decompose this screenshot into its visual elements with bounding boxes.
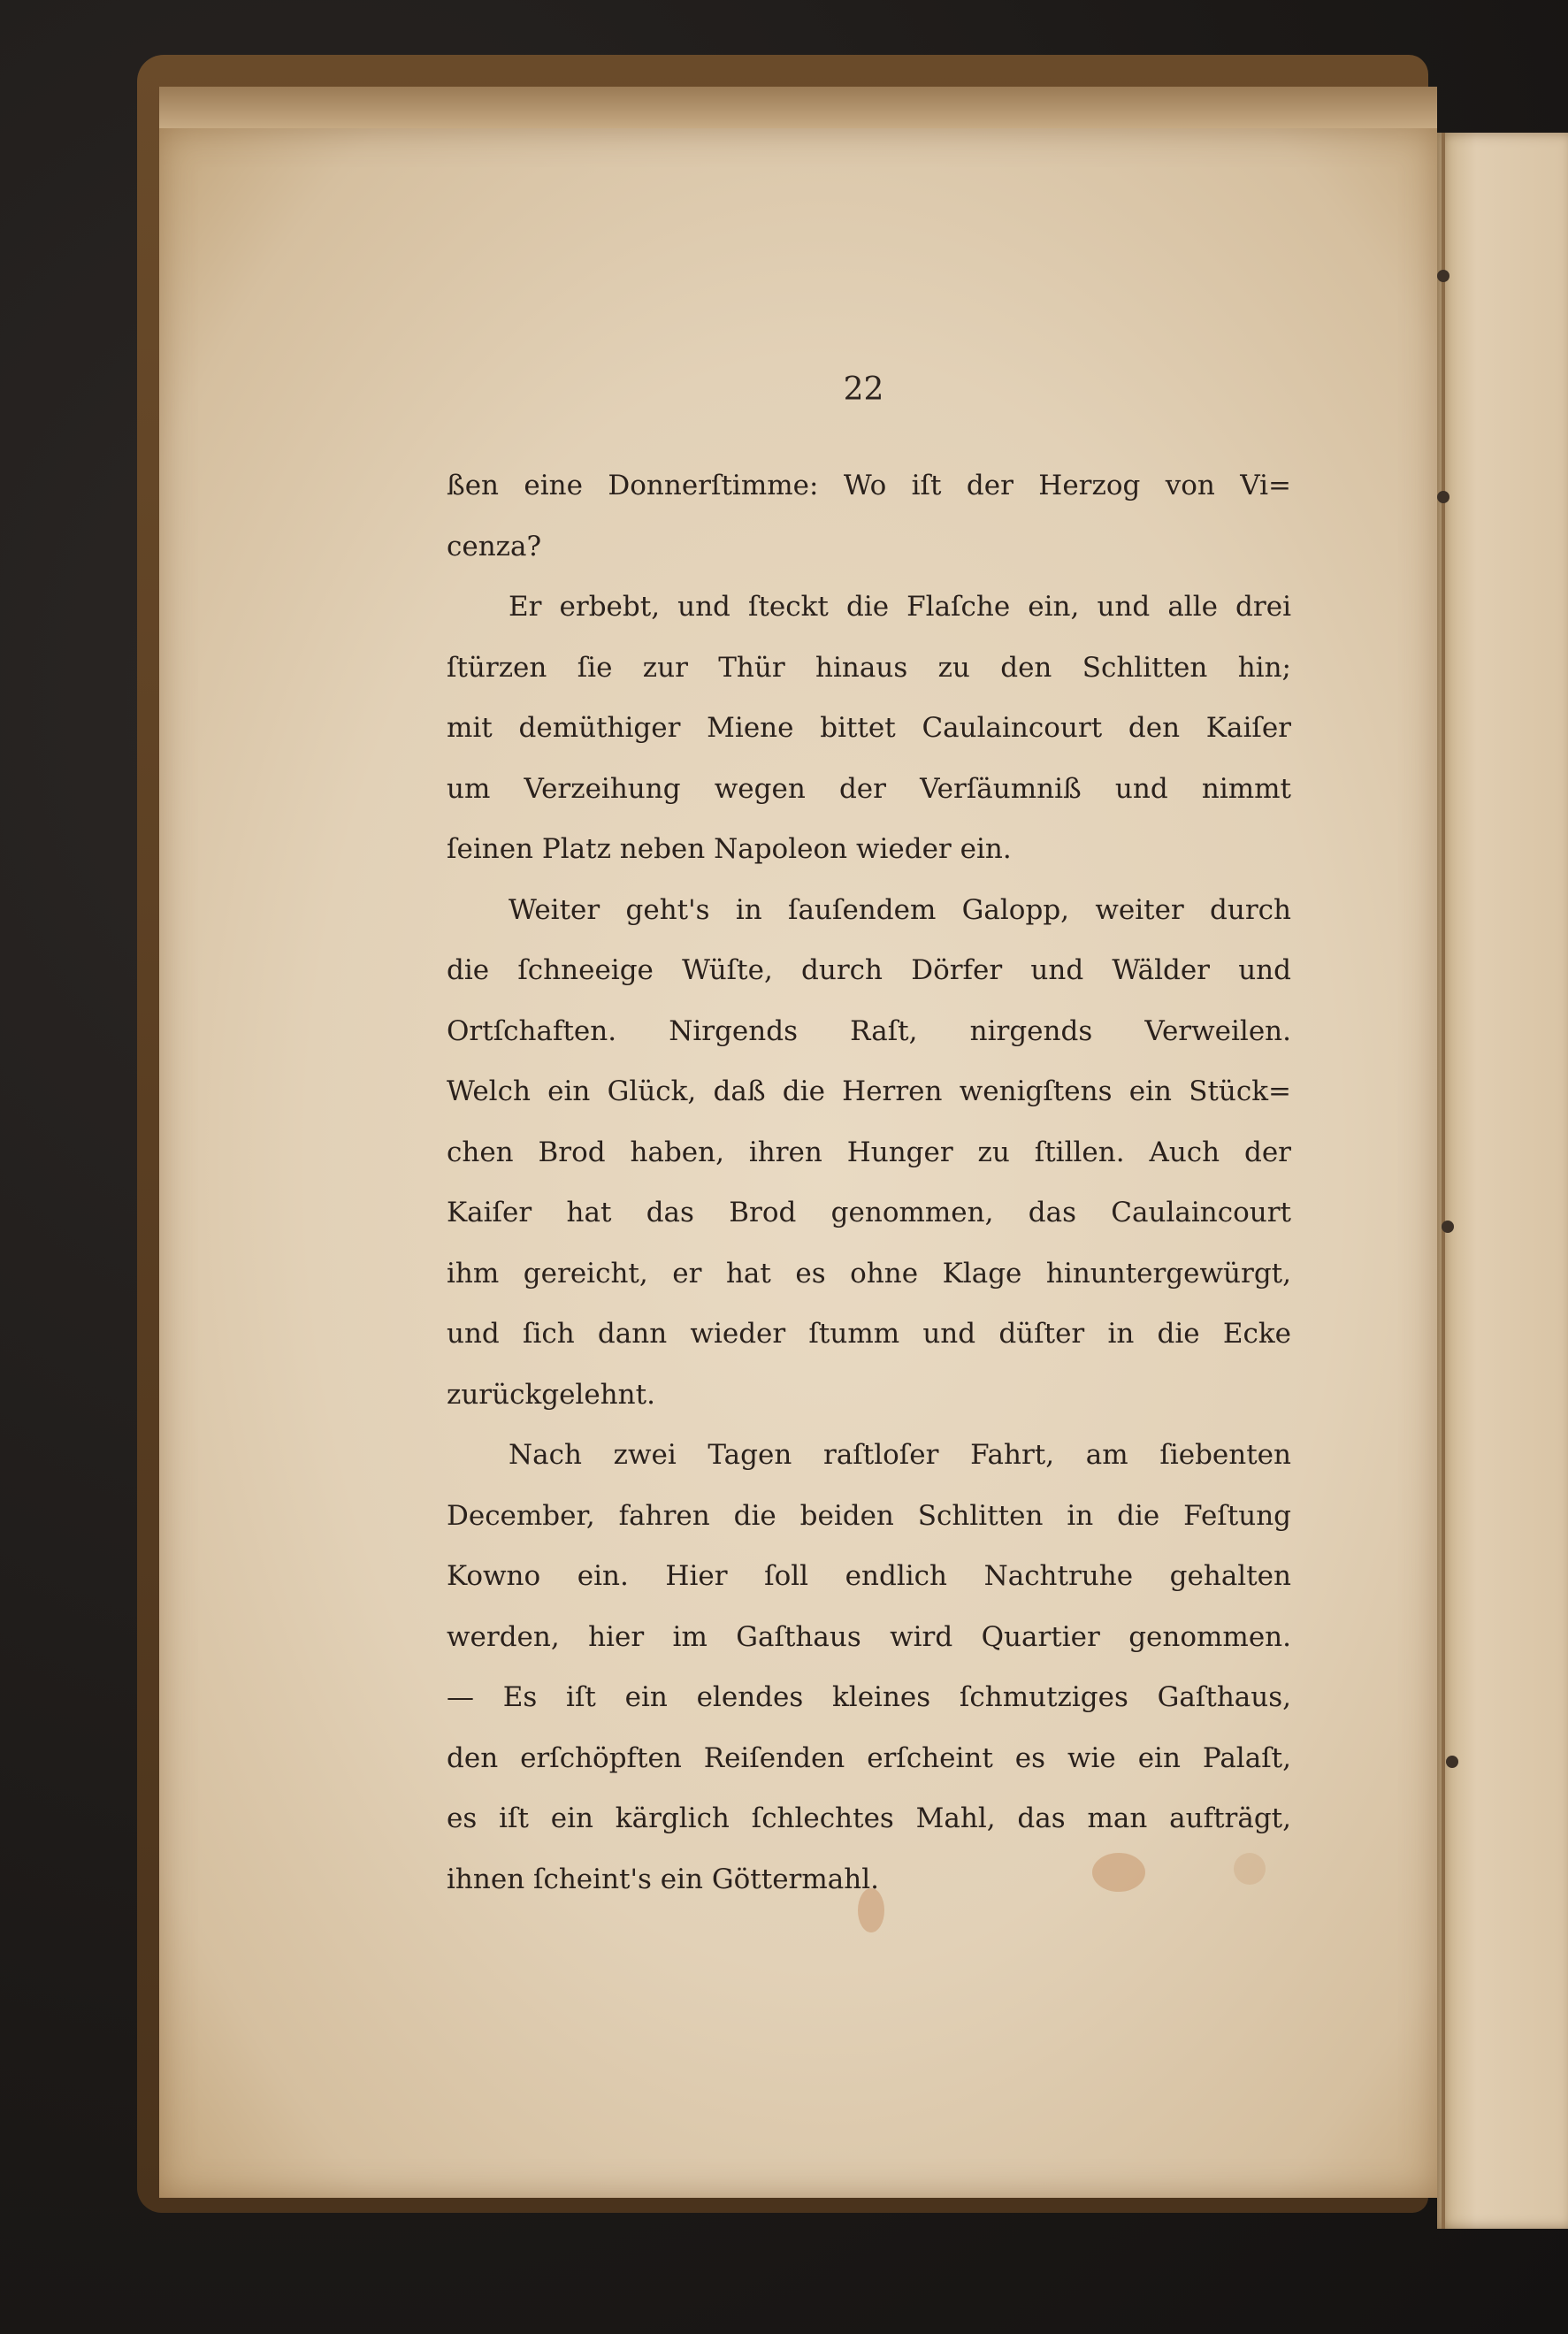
text-line: — Es iſt ein elendes kleines ſchmutziges Gaſthaus,	[447, 1681, 1291, 1713]
text-line: zurückgelehnt.	[447, 1378, 655, 1411]
text-line: ſeinen Platz neben Napoleon wieder ein.	[447, 833, 1012, 865]
text-line: ßen eine Donnerſtimme: Wo iſt der Herzog von Vi=	[447, 470, 1291, 501]
text-line: um Verzeihung wegen der Verſäumniß und nimmt	[447, 772, 1291, 805]
adjacent-page	[1437, 133, 1568, 2229]
text-line: Ortſchaften. Nirgends Raſt, nirgends Verweilen.	[447, 1014, 1291, 1047]
binding-mark	[1437, 270, 1449, 282]
text-line: mit demüthiger Miene bittet Caulaincourt den Kaiſer	[447, 712, 1291, 744]
text-line: den erſchöpften Reiſenden erſcheint es wie ein Palaſt,	[447, 1741, 1291, 1774]
text-line: cenza?	[447, 530, 542, 562]
text-line: und ſich dann wieder ſtumm und düſter in die Ecke	[447, 1318, 1291, 1350]
text-line: die ſchneeige Wüſte, durch Dörfer und Wälder und	[447, 954, 1291, 986]
page-number: 22	[843, 371, 884, 408]
page-top-edge	[159, 87, 1437, 131]
book-spine-line	[1442, 133, 1445, 2229]
text-line: ihnen ſcheint's ein Göttermahl.	[447, 1863, 879, 1895]
text-line: es iſt ein kärglich ſchlechtes Mahl, das man aufträgt,	[447, 1802, 1291, 1834]
body-text	[447, 455, 1291, 1909]
text-line: ſtürzen ſie zur Thür hinaus zu den Schlitten hin;	[447, 651, 1291, 684]
text-line: chen Brod haben, ihren Hunger zu ſtillen. Auch der	[447, 1136, 1291, 1168]
binding-mark	[1437, 491, 1449, 503]
text-line: werden, hier im Gaſthaus wird Quartier genommen.	[447, 1620, 1291, 1653]
text-line: Er erbebt, und ſteckt die Flaſche ein, und alle drei	[509, 591, 1291, 623]
text-line: Kaiſer hat das Brod genommen, das Caulaincourt	[447, 1197, 1291, 1228]
binding-mark	[1442, 1221, 1454, 1233]
text-line: Nach zwei Tagen raſtloſer Fahrt, am ſiebenten	[509, 1439, 1291, 1471]
text-line: Kowno ein. Hier ſoll endlich Nachtruhe gehalten	[447, 1560, 1291, 1592]
binding-mark	[1446, 1756, 1458, 1768]
text-line: Welch ein Glück, daß die Herren wenigſtens ein Stück=	[447, 1075, 1291, 1107]
text-line: December, fahren die beiden Schlitten in die Feſtung	[447, 1499, 1291, 1532]
text-line: ihm gereicht, er hat es ohne Klage hinuntergewürgt,	[447, 1257, 1291, 1289]
text-line: Weiter geht's in ſauſendem Galopp, weiter durch	[509, 893, 1291, 926]
